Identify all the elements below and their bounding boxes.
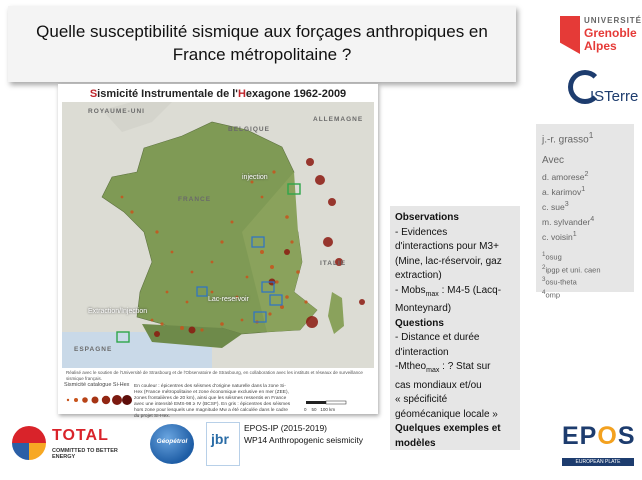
examples-line: modèles <box>395 437 436 449</box>
coauthor-name: d. amorese <box>542 172 585 183</box>
coauthor-sup: 4 <box>590 214 595 223</box>
epos-logo-text <box>562 422 636 451</box>
observations-box <box>390 206 520 450</box>
annotation-lake-reservoir: Lac-reservoir <box>208 296 249 303</box>
epos-text-right: S <box>617 422 636 450</box>
legend-dot <box>102 396 110 404</box>
coauthor-sup: 3 <box>564 199 569 208</box>
jbr-logo-text: jbr <box>211 431 229 447</box>
coauthor-sup: 1 <box>581 185 586 194</box>
affiliation-text: omp <box>545 290 561 300</box>
affiliation <box>542 250 628 263</box>
with-label: Avec <box>542 155 565 167</box>
mtheo-value: : ? Stat sur <box>439 361 491 372</box>
legend-dot <box>92 397 99 404</box>
mtheo-label: -Mtheo <box>395 361 427 372</box>
legend-symbols <box>64 390 132 410</box>
mtheo-sub: max <box>426 367 440 374</box>
epos-logo <box>560 420 638 474</box>
coauthor-sup: 1 <box>572 229 577 238</box>
isterre-logo-text: ISTerre <box>590 88 639 105</box>
affiliation <box>542 275 628 288</box>
mobs-sub: max <box>425 290 439 298</box>
obs-line: (Mine, lac-réservoir, gaz <box>395 255 502 267</box>
slide-title <box>8 20 516 66</box>
map-scale-bar <box>306 400 366 406</box>
obs-line-mobs <box>395 284 516 303</box>
affiliation-sup: 3 <box>542 276 546 284</box>
scale-label-0: 0 <box>304 407 307 412</box>
slide-title-line1: Quelle susceptibilité sismique aux forçages anthropiques en <box>36 22 488 41</box>
question-line: « spécificité <box>395 394 448 405</box>
lead-author <box>542 130 628 145</box>
observations-heading: Observations <box>395 212 459 223</box>
coauthor-name: c. voisin <box>542 231 573 242</box>
uga-logo <box>560 10 642 54</box>
mobs-label: - Mobs <box>395 284 426 296</box>
country-label-italy: ITALIE <box>320 260 347 267</box>
project-line1: EPOS-IP (2015-2019) <box>244 423 327 433</box>
map-title-initial-s: S <box>89 88 98 100</box>
isterre-logo <box>566 68 639 114</box>
coauthor <box>542 228 628 243</box>
project-footer <box>244 422 384 446</box>
coauthor-name: m. sylvander <box>542 216 591 227</box>
examples-line: Quelques exemples et <box>395 423 501 434</box>
lead-author-sup: 1 <box>588 130 594 140</box>
slide-title-line2: France métropolitaine ? <box>172 45 352 64</box>
geopetrol-logo-text: Géopétrol <box>156 438 188 445</box>
map-image <box>62 102 374 368</box>
coauthor <box>542 213 628 228</box>
legend-title: Sismicité catalogue Si-Hex <box>64 382 130 388</box>
total-logo <box>10 424 140 466</box>
total-logo-mark <box>12 426 46 460</box>
scale-label-50: 50 <box>311 407 317 412</box>
map-title <box>58 88 378 100</box>
jbr-logo <box>206 422 240 466</box>
map-title-part2: exagone 1962-2009 <box>245 88 347 100</box>
affiliation <box>542 288 628 301</box>
affiliation-text: ipgp et uni. caen <box>545 265 601 275</box>
obs-line: Monteynard) <box>395 303 452 314</box>
lead-author-name: j.-r. grasso <box>542 134 589 146</box>
uga-logo-line2: Grenoble <box>584 26 637 40</box>
total-logo-name: TOTAL <box>52 427 109 444</box>
affiliation-sup: 1 <box>542 251 546 259</box>
map-title-part1: ismicité Instrumentale de l' <box>97 88 238 100</box>
affiliation <box>542 263 628 276</box>
question-line-mtheo <box>395 360 516 379</box>
coauthor-name: c. sue <box>542 201 565 212</box>
legend-dot <box>67 399 69 401</box>
legend-dot <box>82 397 88 403</box>
uga-logo-mark <box>560 16 580 54</box>
coauthor-name: a. karimov <box>542 186 582 197</box>
question-line: - Distance et durée <box>395 332 480 343</box>
legend-dot <box>74 398 78 402</box>
epos-logo-subtitle: EUROPEAN PLATE OBSERVING SYSTEM <box>562 458 634 466</box>
question-line: cas mondiaux et/ou <box>395 379 482 391</box>
question-line: d'interaction <box>395 346 449 358</box>
country-label-germany: ALLEMAGNE <box>313 116 364 123</box>
map-caption: Réalisé avec le soutien de l'Université de Strasbourg et de l'Observatoire de Strasbourg, en collaboration avec les instituts et réseaux de surveillance sismique français. <box>66 370 363 381</box>
geopetrol-logo <box>150 424 194 464</box>
country-label-uk: ROYAUME-UNI <box>88 108 145 115</box>
legend-dot <box>122 395 132 405</box>
affiliation-sup: 4 <box>542 288 546 296</box>
map-scale-labels <box>304 407 335 412</box>
epos-text-left: EP <box>562 422 598 450</box>
seismicity-map <box>58 84 378 419</box>
affiliations <box>542 250 628 300</box>
mobs-value: : M4-5 (Lacq- <box>438 284 502 296</box>
total-logo-tagline: COMMITTED TO BETTER ENERGY <box>52 448 118 460</box>
annotation-extraction-injection: Extraction/Injection <box>88 308 148 315</box>
coauthor <box>542 198 628 213</box>
obs-line: - Evidences <box>395 226 448 238</box>
map-title-initial-h: H <box>237 88 246 100</box>
country-label-spain: ESPAGNE <box>74 346 113 353</box>
epos-text-o: O <box>597 422 618 450</box>
coauthor <box>542 183 628 198</box>
obs-line: d'interactions pour M3+ <box>395 241 499 252</box>
affiliation-sup: 2 <box>542 263 546 271</box>
coauthor-sup: 2 <box>584 170 589 179</box>
questions-heading: Questions <box>395 317 444 329</box>
uga-logo-line1: UNIVERSITÉ <box>584 16 642 25</box>
country-label-france: FRANCE <box>178 196 212 203</box>
legend-dot <box>112 395 122 405</box>
country-label-belgium: BELGIQUE <box>228 126 270 133</box>
scale-label-100: 100 km <box>320 407 336 412</box>
question-line: géomécanique locale » <box>395 408 498 420</box>
obs-line: extraction) <box>395 270 442 281</box>
slide-title-box <box>8 6 516 82</box>
uga-logo-line3: Alpes <box>584 39 617 53</box>
legend-description: En couleur : épicentres des séismes d'origine naturelle dans la zone Si-Hex (France métropolitaine et zone économique exclusive en mer (ZEE), zones frontalières de 20 km), ainsi que les séismes ressentis en France avec une intensité EMS-98 ≥ IV (BCSF). En gris : épicentres des séismes hors zone pour lesquels une magnitude Mw a été calculée dans le cadre du projet SI-Hex. <box>134 384 291 419</box>
coauthor <box>542 168 628 183</box>
authors-box <box>536 124 634 300</box>
annotation-injection: injection <box>242 174 268 181</box>
affiliation-text: osug <box>545 252 562 262</box>
affiliation-text: osu-theta <box>545 277 577 287</box>
project-line2: WP14 Anthropogenic seismicity <box>244 435 364 445</box>
